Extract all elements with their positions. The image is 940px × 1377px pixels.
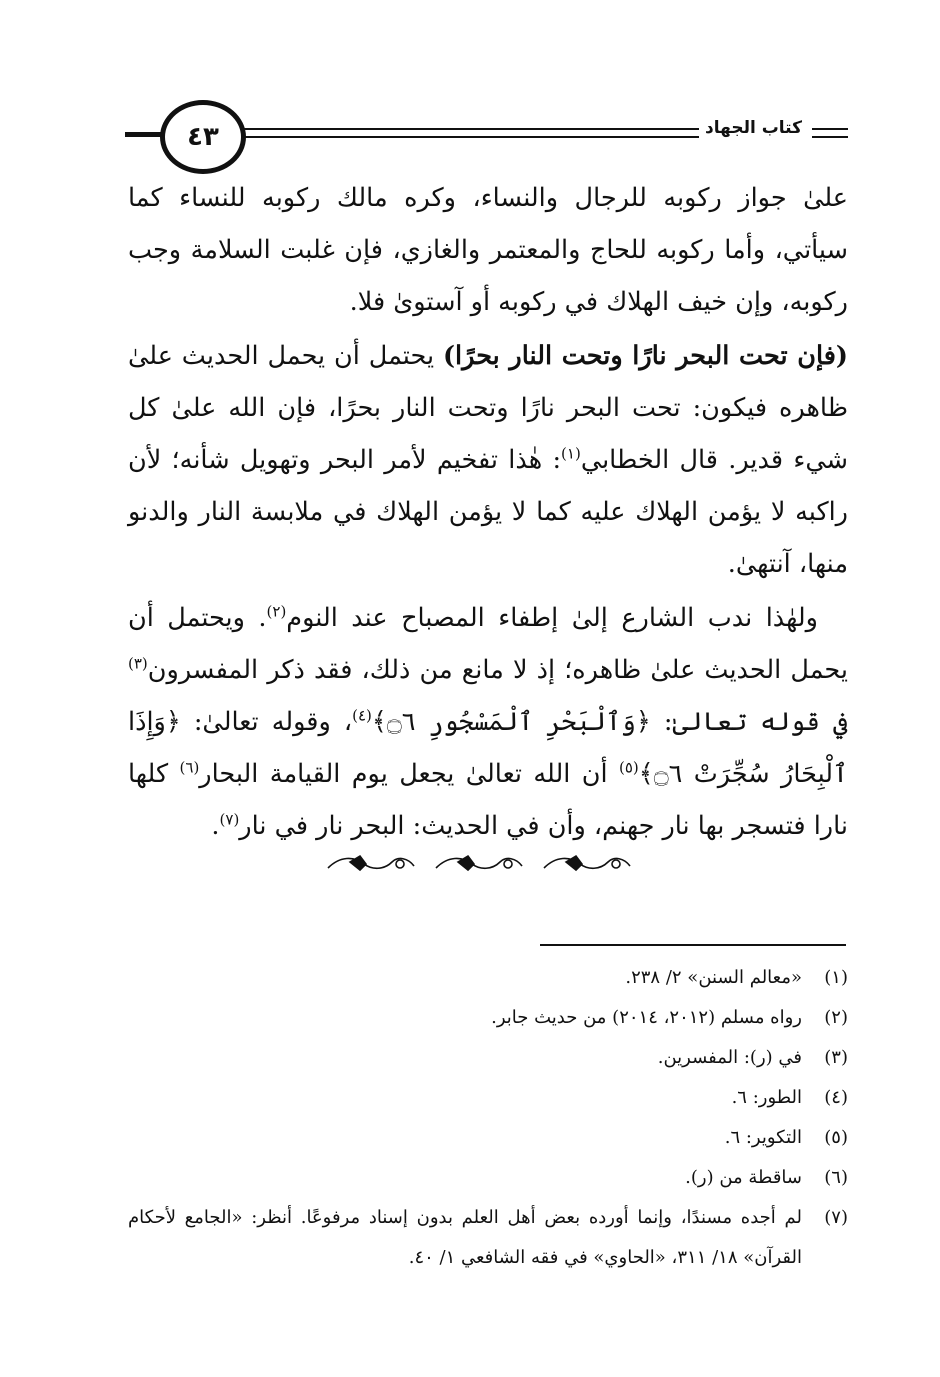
footnote-5 <box>128 1118 848 1158</box>
footnote-number: (١) <box>824 967 848 988</box>
footnote-text: ساقطة من (ر). <box>685 1167 802 1188</box>
footnotes <box>128 958 848 1278</box>
footnote-ref-1[interactable]: (١) <box>561 444 581 463</box>
ornament-motif-3 <box>544 856 630 870</box>
hadith-quote: (فإن تحت البحر نارًا وتحت النار بحرًا) <box>442 341 848 371</box>
header-rule-top <box>236 128 712 130</box>
footnote-text: رواه مسلم (٢٠١٢، ٢٠١٤) من حديث جابر. <box>491 1007 802 1028</box>
footnote-2 <box>128 998 848 1038</box>
header-rule-bottom <box>236 136 712 138</box>
footnote-text: الطور: ٦. <box>731 1087 802 1108</box>
quran-verse-2: ، وقوله تعالىٰ: ﴿وَإِذَا ٱلْبِحَارُ سُجِّرَتْ ۝٦﴾ <box>128 707 848 789</box>
paragraph-3-text-e: أن الله تعالىٰ يجعل يوم القيامة البحار <box>199 759 619 789</box>
running-title: كتاب الجهاد <box>699 118 808 138</box>
header-rule-right-bottom <box>812 136 848 138</box>
paragraph-3-text-a: ولهٰذا ندب الشارع إلىٰ إطفاء المصباح عند النوم <box>286 603 818 633</box>
footnote-text: لم أجده مسندًا، وإنما أورده بعض أهل العلم بدون إسناد مرفوعًا. أنظر: «الجامع لأحكام القرآن» ١٨/ ٣١١، «الحاوي» في فقه الشافعي ١/ ٤٠. <box>128 1207 802 1268</box>
footnote-7 <box>128 1198 848 1278</box>
paragraph-3-text-g: . <box>211 811 220 841</box>
footnote-number: (٣) <box>824 1047 848 1068</box>
paragraph-2 <box>128 330 848 590</box>
footnote-number: (٤) <box>824 1087 848 1108</box>
ornament-motif-2 <box>436 856 522 870</box>
footnote-separator <box>540 944 846 946</box>
page-header <box>0 0 940 180</box>
paragraph-2-text-a: يحتمل أن يحمل الحديث علىٰ ظاهره فيكون: تحت البحر نارًا وتحت النار بحرًا، فإن الله علىٰ كل شيء قدير. قال الخطابي <box>128 341 848 475</box>
paragraph-3 <box>128 592 848 852</box>
footnote-text: التكوير: ٦. <box>724 1127 802 1148</box>
quran-verse-1: في قوله تعالىٰ: ﴿وَٱلْبَحْرِ ٱلْمَسْجُورِ ۝٦﴾ <box>371 707 848 737</box>
footnote-1 <box>128 958 848 998</box>
section-ornament <box>320 842 640 882</box>
footnote-ref-7[interactable]: (٧) <box>219 810 240 829</box>
main-text <box>128 172 848 852</box>
footnote-text: في (ر): المفسرين. <box>657 1047 802 1068</box>
footnote-number: (٢) <box>824 1007 848 1028</box>
footnote-number: (٦) <box>824 1167 848 1188</box>
footnote-ref-3[interactable]: (٣) <box>128 654 148 673</box>
footnote-text: «معالم السنن» ٢/ ٢٣٨. <box>625 967 802 988</box>
paragraph-2-text-b: : هٰذا تفخيم لأمر البحر وتهويل شأنه؛ لأن راكبه لا يؤمن الهلاك عليه كما لا يؤمن الهلاك في ملابسة النار والدنو منها، آنتهىٰ. <box>128 445 848 579</box>
footnote-ref-4[interactable]: (٤) <box>352 706 372 725</box>
header-rule-left <box>125 132 165 137</box>
footnote-number: (٧) <box>824 1207 848 1228</box>
ornament-motif-1 <box>328 856 414 870</box>
footnote-ref-5[interactable]: (٥) <box>618 758 639 777</box>
paragraph-3-text-f: كلها نارا فتسجر بها نار جهنم، وأن في الحديث: البحر نار في نار <box>128 759 848 841</box>
footnote-ref-2[interactable]: (٢) <box>266 602 287 621</box>
page-number: ٤٣ <box>160 100 246 174</box>
paragraph-3-text-b: . ويحتمل أن يحمل الحديث علىٰ ظاهره؛ إذ لا مانع من ذلك، فقد ذكر المفسرون <box>128 603 848 685</box>
footnote-4 <box>128 1078 848 1118</box>
footnote-6 <box>128 1158 848 1198</box>
footnote-3 <box>128 1038 848 1078</box>
footnote-number: (٥) <box>824 1127 848 1148</box>
header-rule-right-top <box>812 128 848 130</box>
footnote-ref-6[interactable]: (٦) <box>179 758 200 777</box>
paragraph-1: علىٰ جواز ركوبه للرجال والنساء، وكره مالك ركوبه للنساء كما سيأتي، وأما ركوبه للحاج والمعتمر والغازي، فإن غلبت السلامة وجب ركوبه، وإن خيف الهلاك في ركوبه أو آستوىٰ فلا. <box>128 183 848 317</box>
